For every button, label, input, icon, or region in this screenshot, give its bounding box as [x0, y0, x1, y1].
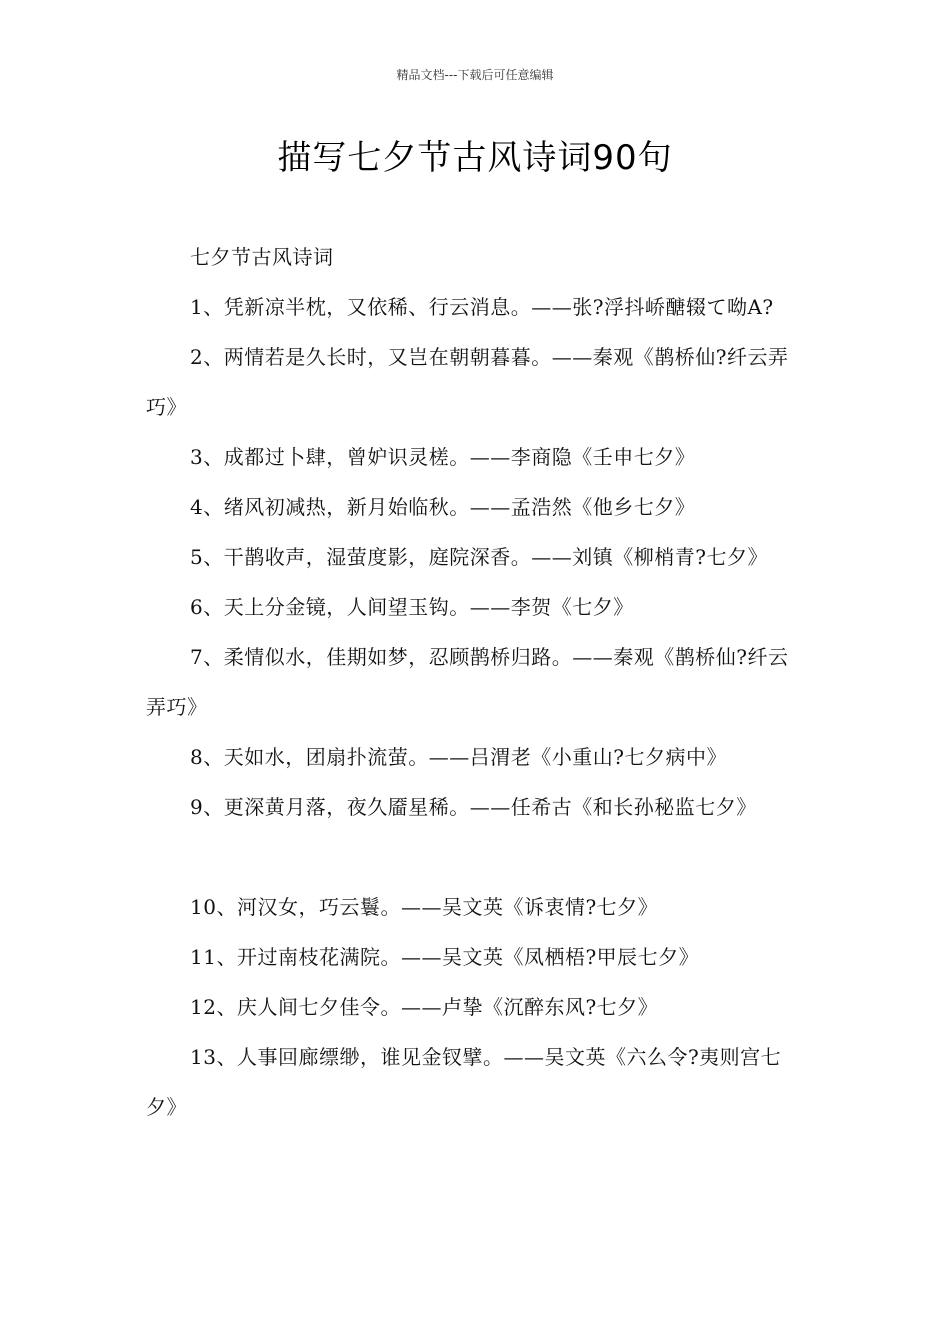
- poem-line-1: 1、凭新凉半枕，又依稀、行云消息。——张?浮抖峤醣辍て呦Α?: [190, 295, 774, 319]
- poem-line-8: 8、天如水，团扇扑流萤。——吕渭老《小重山?七夕病中》: [190, 745, 727, 769]
- poem-line-2: 2、两情若是久长时，又岂在朝朝暮暮。——秦观《鹊桥仙?纤云弄巧》: [146, 345, 789, 419]
- poem-line-6: 6、天上分金镜，人间望玉钩。——李贺《七夕》: [190, 595, 634, 619]
- poem-line-9: 9、更深黄月落，夜久靥星稀。——任希古《和长孙秘监七夕》: [190, 795, 757, 819]
- page-title: 描写七夕节古风诗词90句: [277, 138, 673, 178]
- poem-line-10: 10、河汉女，巧云鬟。——吴文英《诉衷情?七夕》: [190, 895, 659, 919]
- poem-line-11: 11、开过南枝花满院。——吴文英《凤栖梧?甲辰七夕》: [190, 945, 700, 969]
- poem-line-3: 3、成都过卜肆，曾妒识灵槎。——李商隐《壬申七夕》: [190, 445, 696, 469]
- poem-line-5: 5、干鹊收声，湿萤度影，庭院深香。——刘镇《柳梢青?七夕》: [190, 545, 768, 569]
- section-heading: 七夕节古风诗词: [190, 245, 334, 269]
- poem-line-13: 13、人事回廊缥缈，谁见金钗擘。——吴文英《六么令?夷则宫七夕》: [146, 1045, 782, 1119]
- poem-line-4: 4、绪风初减热，新月始临秋。——孟浩然《他乡七夕》: [190, 495, 696, 519]
- header-note: 精品文档---下载后可任意编辑: [396, 68, 554, 82]
- poem-line-7: 7、柔情似水，佳期如梦，忍顾鹊桥归路。——秦观《鹊桥仙?纤云弄巧》: [146, 645, 789, 719]
- poem-list: [146, 232, 808, 1132]
- poem-line-12: 12、庆人间七夕佳令。——卢挚《沉醉东风?七夕》: [190, 995, 659, 1019]
- blank-line: [146, 832, 808, 882]
